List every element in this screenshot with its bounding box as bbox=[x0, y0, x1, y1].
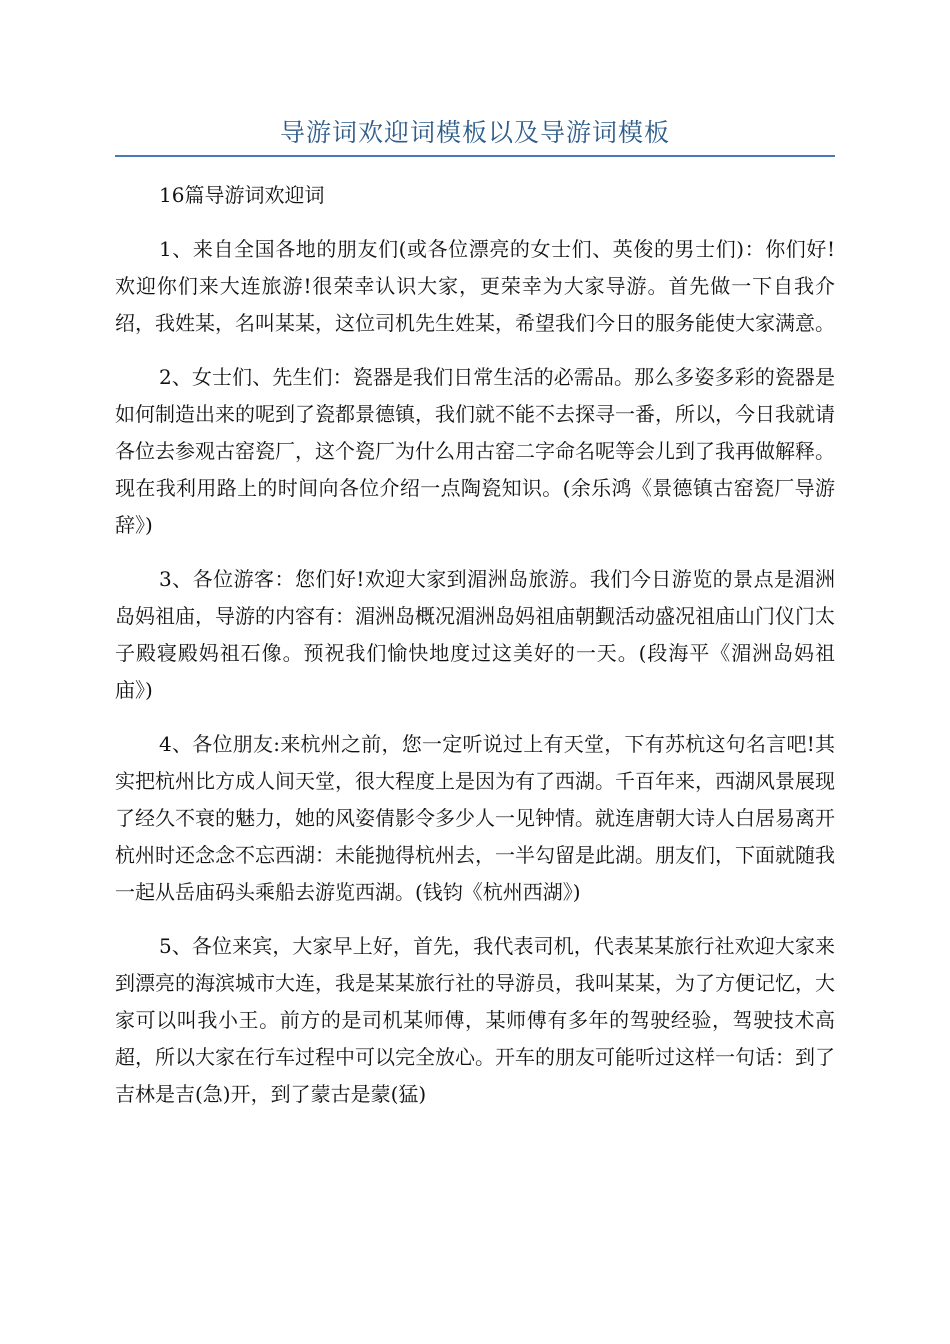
section-heading: 16篇导游词欢迎词 bbox=[159, 183, 325, 207]
paragraph-1: 1、来自全国各地的朋友们(或各位漂亮的女士们、英俊的男士们)：你们好!欢迎你们来大连旅游!很荣幸认识大家，更荣幸为大家导游。首先做一下自我介绍，我姓某，名叫某某，这位司机先生姓某，希望我们今日的服务能使大家满意。 bbox=[115, 237, 835, 335]
paragraph-5: 5、各位来宾，大家早上好，首先，我代表司机，代表某某旅行社欢迎大家来到漂亮的海滨城市大连，我是某某旅行社的导游员，我叫某某，为了方便记忆，大家可以叫我小王。前方的是司机某师傅，某师傅有多年的驾驶经验，驾驶技术高超，所以大家在行车过程中可以完全放心。开车的朋友可能听过这样一句话：到了吉林是吉(急)开，到了蒙古是蒙(猛) bbox=[115, 934, 835, 1106]
paragraph-3: 3、各位游客：您们好!欢迎大家到湄洲岛旅游。我们今日游览的景点是湄洲岛妈祖庙，导游的内容有：湄洲岛概况湄洲岛妈祖庙朝觐活动盛况祖庙山门仪门太子殿寝殿妈祖石像。预祝我们愉快地度过这美好的一天。(段海平《湄洲岛妈祖庙》) bbox=[115, 567, 835, 702]
document-title: 导游词欢迎词模板以及导游词模板 bbox=[279, 118, 670, 147]
title-underline bbox=[115, 155, 835, 157]
document-body bbox=[115, 177, 835, 1130]
paragraph-2: 2、女士们、先生们：瓷器是我们日常生活的必需品。那么多姿多彩的瓷器是如何制造出来的呢到了瓷都景德镇，我们就不能不去探寻一番，所以，今日我就请各位去参观古窑瓷厂，这个瓷厂为什么用古窑二字命名呢等会儿到了我再做解释。现在我利用路上的时间向各位介绍一点陶瓷知识。(余乐鸿《景德镇古窑瓷厂导游辞》) bbox=[115, 365, 835, 537]
paragraph-4: 4、各位朋友:来杭州之前，您一定听说过上有天堂，下有苏杭这句名言吧!其实把杭州比方成人间天堂，很大程度上是因为有了西湖。千百年来，西湖风景展现了经久不衰的魅力，她的风姿倩影令多少人一见钟情。就连唐朝大诗人白居易离开杭州时还念念不忘西湖：未能抛得杭州去，一半勾留是此湖。朋友们，下面就随我一起从岳庙码头乘船去游览西湖。(钱钧《杭州西湖》) bbox=[115, 732, 835, 904]
